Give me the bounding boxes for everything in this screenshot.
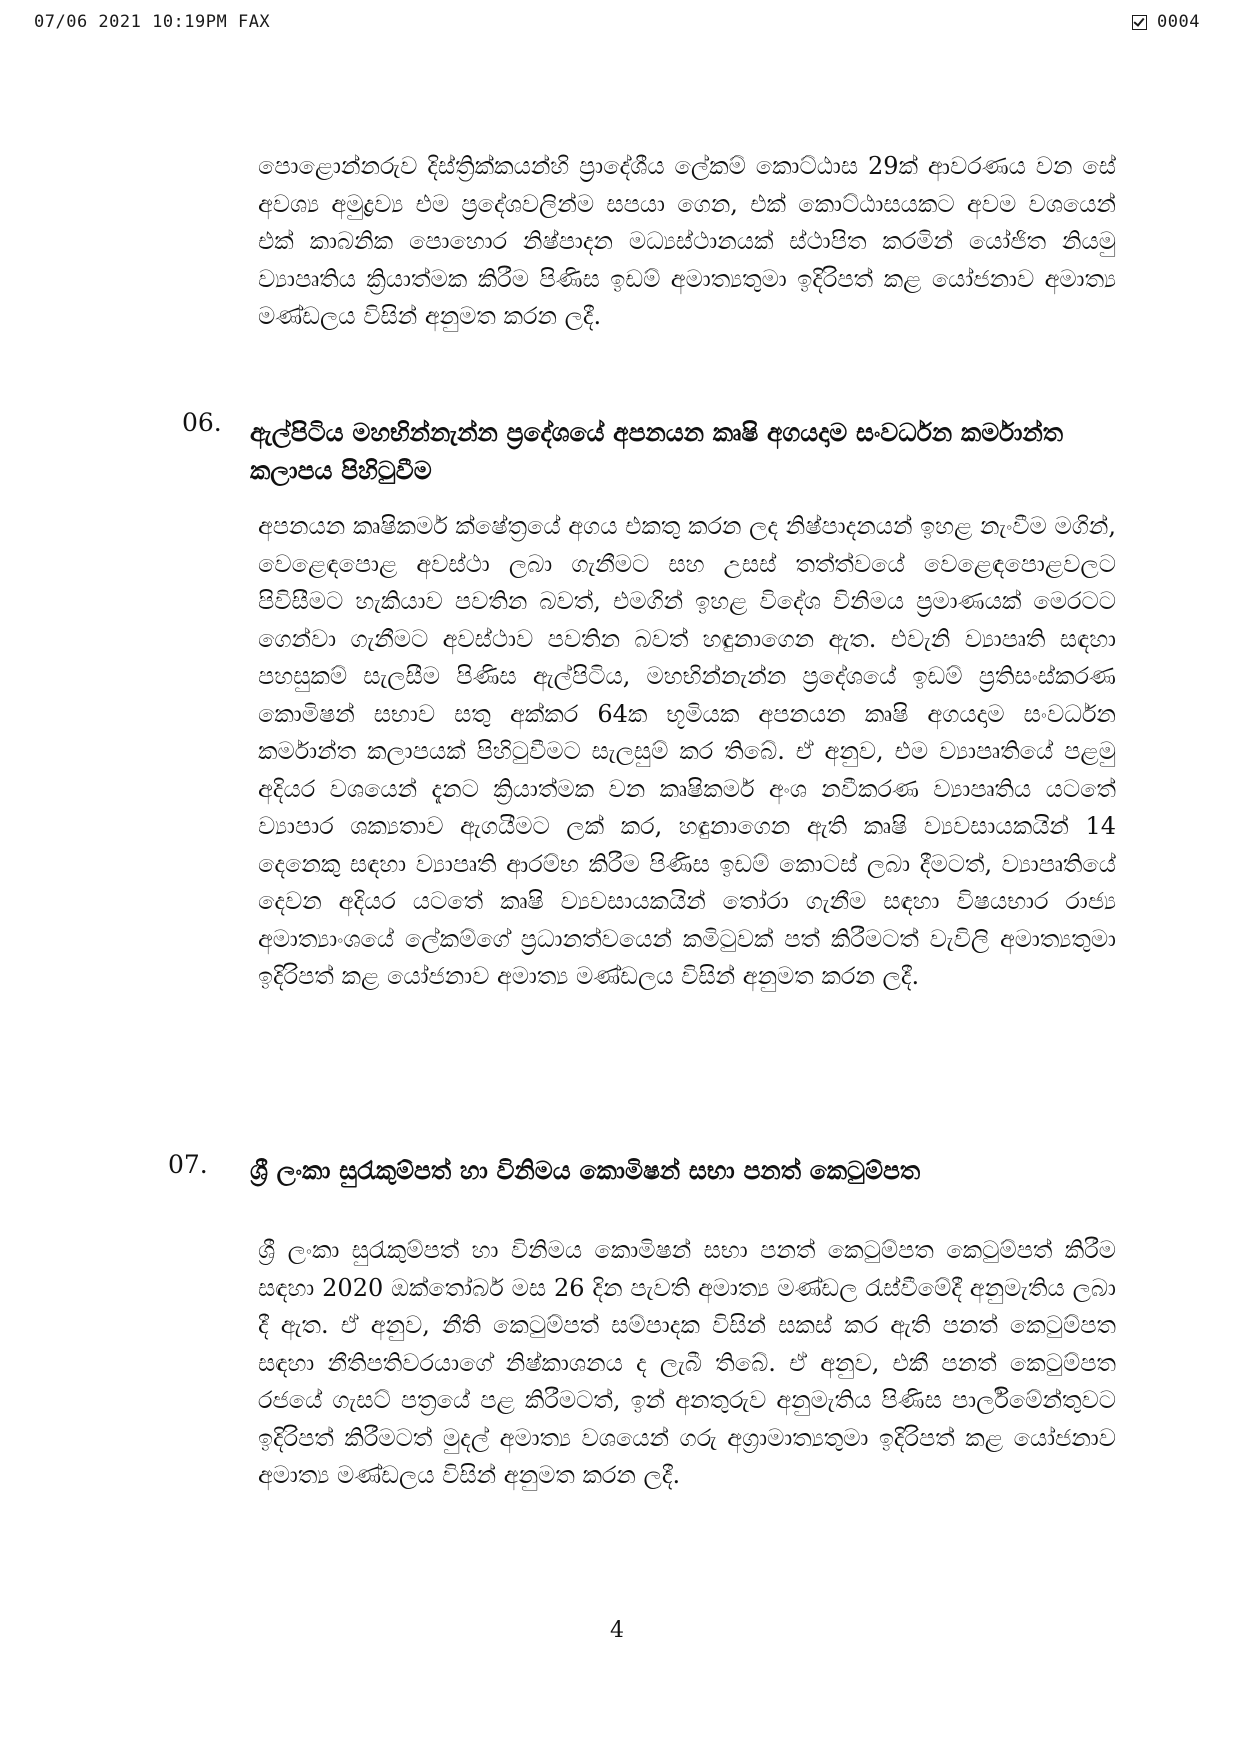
fax-page-code: 0004 [1157,12,1200,32]
fax-datetime: 07/06 2021 10:19PM FAX [34,12,271,32]
section-number-07: 07. [168,1150,208,1179]
page-number: 4 [610,1618,624,1643]
section-body-07: ශ්‍රී ලංකා සුරැකුම්පත් හා විනිමය කොමිෂන් සභා පනත් කෙටුම්පත කෙටුම්පත් කිරීම සඳහා 2020 ඔක්තෝබර් මස 26 දින පැවති අමාත්‍ය මණ්ඩල රැස්වීමේදී අනුමැතිය ලබා දී ඇත. ඒ අනුව, නීති කෙටුම්පත් සම්පාදක විසින් සකස් කර ඇති පනත් කෙටුම්පත සඳහා නීතිපතිවරයාගේ නිෂ්කාශනය ද ලැබී තිබේ. ඒ අනුව, එකී පනත් කෙටුම්පත රජයේ ගැසට් පත්‍රයේ පළ කිරීමටත්, ඉන් අනතුරුව අනුමැතිය පිණිස පාර්ලිමේන්තුවට ඉදිරිපත් කිරීමටත් මුදල් අමාත්‍ය වශයෙන් ගරු අග්‍රාමාත්‍යතුමා ඉදිරිපත් කළ යෝජනාව අමාත්‍ය මණ්ඩලය විසින් අනුමත කරන ලදී. [258,1236,1116,1489]
fax-header [34,12,1200,36]
section-title-07: ශ්‍රී ලංකා සුරැකුම්පත් හා විනිමය කොමිෂන් සභා පනත් කෙටුම්පත [250,1156,921,1185]
section-title-06: ඇල්පිටිය මහභින්නැන්න ප්‍රදේශයේ අපනයන කෘෂි අගයදාම සංවර්ධන කර්මාන්ත කලාපය පිහිටුවීම [250,418,1064,485]
intro-paragraph: පොළොන්නරුව දිස්ත්‍රික්කයන්හි ප්‍රාදේශීය ලේකම් කොට්ඨාස 29ක් ආවරණය වන සේ අවශ්‍ය අමුද්‍රව්‍ය එම ප්‍රදේශවලින්ම සපයා ගෙන, එක් කොට්ඨාසයකට අවම වශයෙන් එක් කාබනික පොහොර නිෂ්පාදන මධ්‍යස්ථානයක් ස්ථාපිත කරමින් යෝජිත නියමු ව්‍යාපෘතිය ක්‍රියාත්මක කිරීම පිණිස ඉඩම් අමාත්‍යතුමා ඉදිරිපත් කළ යෝජනාව අමාත්‍ය මණ්ඩලය විසින් අනුමත කරන ලදී. [258,152,1116,330]
checkbox-icon [1132,15,1147,30]
section-body-06: අපනයන කෘෂිකර්ම ක්ෂේත්‍රයේ අගය එකතු කරන ලද නිෂ්පාදනයන් ඉහළ නැංවීම මගින්, වෙළෙඳපොළ අවස්ථා ලබා ගැනීමට සහ උසස් තත්ත්වයේ වෙළෙඳපොළවලට පිවිසීමට හැකියාව පවතින බවත්, එමගින් ඉහළ විදේශ විනිමය ප්‍රමාණයක් මෙරටට ගෙන්වා ගැනීමට අවස්ථාව පවතින බවත් හඳුනාගෙන ඇත. එවැනි ව්‍යාපෘති සඳහා පහසුකම් සැලසීම පිණිස ඇල්පිටිය, මහභින්නැන්න ප්‍රදේශයේ ඉඩම් ප්‍රතිසංස්කරණ කොමිෂන් සභාව සතු අක්කර 64ක භූමියක අපනයන කෘෂි අගයදාම සංවර්ධන කර්මාන්ත කලාපයක් පිහිටුවීමට සැලසුම් කර තිබේ. ඒ අනුව, එම ව්‍යාපෘතියේ පළමු අදියර වශයෙන් දැනට ක්‍රියාත්මක වන කෘෂිකර්ම අංශ නවීකරණ ව්‍යාපෘතිය යටතේ ව්‍යාපාර ශක්‍යතාව ඇගයීමට ලක් කර, හඳුනාගෙන ඇති කෘෂි ව්‍යවසායකයින් 14 දෙනෙකු සඳහා ව්‍යාපෘති ආරම්භ කිරීම පිණිස ඉඩම් කොටස් ලබා දීමටත්, ව්‍යාපෘතියේ දෙවන අදියර යටතේ කෘෂි ව්‍යවසායකයින් තෝරා ගැනීම සඳහා විෂයභාර රාජ්‍ය අමාත්‍යාංශයේ ලේකම්ගේ ප්‍රධානත්වයෙන් කමිටුවක් පත් කිරීමටත් වැවිලි අමාත්‍යතුමා ඉදිරිපත් කළ යෝජනාව අමාත්‍ය මණ්ඩලය විසින් අනුමත කරන ලදී. [258,512,1116,990]
fax-page-indicator [1132,12,1200,32]
section-number-06: 06. [182,408,222,437]
